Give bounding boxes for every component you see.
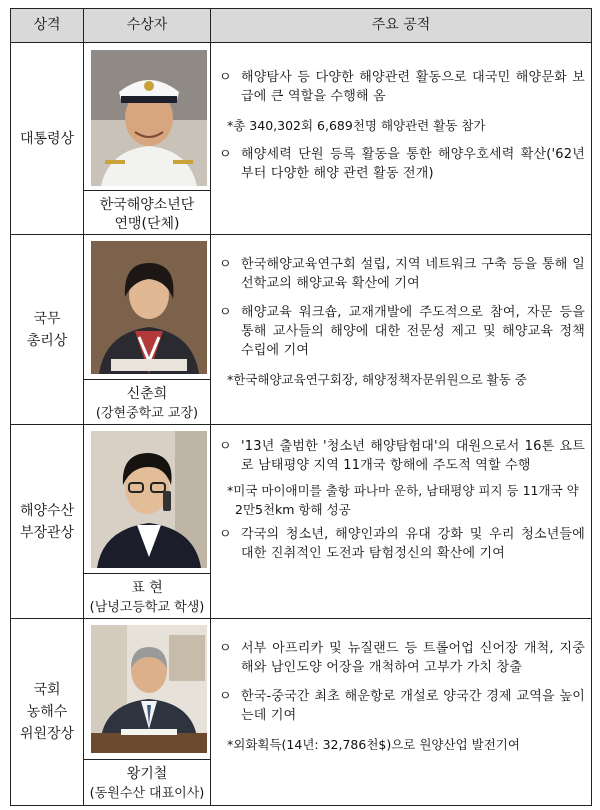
recipient-name [84, 579, 210, 617]
achievement-text: 서부 아프리카 및 뉴질랜드 등 트롤어업 신어장 개척, 지중해와 남인도양 어장을 개척하여 고부가 가치 창출 [241, 641, 585, 675]
award-line: 국회 [33, 682, 61, 698]
awards-table [10, 8, 592, 806]
recipient-affiliation: (동원수산 대표이사) [89, 786, 205, 801]
award-line: 농해수 [26, 704, 68, 720]
achievement-bullet [217, 525, 585, 563]
award-line: 부장관상 [19, 525, 75, 541]
caption-divider [84, 379, 210, 380]
bullet-marker: ㅇ [219, 147, 232, 162]
achievement-bullet [217, 437, 585, 475]
recipient-affiliation: (남녕고등학교 학생) [89, 600, 205, 615]
photo-woman-portrait [91, 241, 207, 374]
achievement-text: 한국-중국간 최초 해운항로 개설로 양국간 경제 교역을 높이는데 기여 [241, 689, 585, 723]
achievement-list [217, 255, 585, 389]
header-award: 상격 [33, 17, 61, 33]
award-cell [11, 235, 83, 425]
bullet-marker: ㅇ [219, 439, 232, 454]
achievement-text: '13년 출범한 '청소년 해양탐험대'의 대원으로서 16톤 요트로 남태평양 지역 11개국 항해에 주도적 역할 수행 [241, 439, 585, 473]
caption-divider [84, 759, 210, 760]
recipient-name-line: 왕기철 [126, 766, 168, 782]
achievement-note: *한국해양교육연구회장, 해양정책자문위원으로 활동 중 [227, 372, 527, 387]
achievement-note: *총 340,302회 6,689천명 해양관련 활동 참가 [227, 118, 486, 133]
header-recipient: 수상자 [126, 17, 168, 33]
award-line: 국무 [33, 311, 61, 327]
achievement-note: *미국 마이애미를 출항 파나마 운하, 남태평양 피지 등 11개국 약 2만5천km 항해 성공 [227, 483, 579, 517]
bullet-marker: ㅇ [219, 70, 232, 85]
recipient-name [84, 196, 210, 234]
achievement-list [217, 68, 585, 183]
achievement-text: 해양세력 단원 등록 활동을 통한 해양우호세력 확산('62년부터 다양한 해양 관련 활동 전개) [241, 147, 585, 181]
photo-student-portrait [91, 431, 207, 568]
caption-divider [84, 190, 210, 191]
achievement-bullet [217, 639, 585, 677]
bullet-marker: ㅇ [219, 305, 232, 320]
bullet-marker: ㅇ [219, 689, 232, 704]
photo-executive-at-desk [91, 625, 207, 753]
achievement-list [217, 437, 585, 563]
bullet-marker: ㅇ [219, 527, 232, 542]
award-line: 위원장상 [19, 726, 75, 742]
achievement-text: 각국의 청소년, 해양인과의 유대 강화 및 우리 청소년들에 대한 진취적인 도전과 탐험정신의 확산에 기여 [241, 527, 585, 561]
table-row [11, 425, 591, 619]
table-header [11, 9, 591, 43]
achievement-bullet [217, 145, 585, 183]
recipient-name-line: 신춘희 [126, 386, 168, 402]
award-line: 총리상 [26, 333, 68, 349]
award-cell [11, 425, 83, 619]
achievement-note: *외화획득(14년: 32,786천$)으로 원양산업 발전기여 [227, 737, 520, 752]
recipient-name [84, 385, 210, 423]
achievement-text: 해양교육 워크숍, 교재개발에 주도적으로 참여, 자문 등을 통해 교사들의 해양에 대한 전문성 제고 및 해양교육 정책 수립에 기여 [241, 305, 585, 358]
bullet-marker: ㅇ [219, 257, 232, 272]
award-line: 해양수산 [19, 503, 75, 519]
recipient-photo [91, 241, 207, 374]
recipient-photo [91, 625, 207, 753]
achievement-list [217, 639, 585, 754]
achievement-text: 해양탐사 등 다양한 해양관련 활동으로 대국민 해양문화 보급에 큰 역할을 수행해 옴 [241, 70, 585, 104]
achievement-bullet [217, 68, 585, 106]
recipient-affiliation: (강현중학교 교장) [95, 406, 199, 421]
photo-officer-uniform [91, 50, 207, 186]
achievement-text: 한국해양교육연구회 설립, 지역 네트워크 구축 등을 통해 일선학교의 해양교육 확산에 기여 [241, 257, 585, 291]
award-line: 대통령상 [19, 130, 75, 147]
achievement-bullet [217, 303, 585, 360]
achievement-bullet [217, 255, 585, 293]
table-row [11, 619, 591, 805]
table-row [11, 235, 591, 425]
recipient-name [84, 765, 210, 803]
award-cell [11, 42, 83, 235]
recipient-name-line: 한국해양소년단 [99, 197, 195, 213]
bullet-marker: ㅇ [219, 641, 232, 656]
table-row [11, 42, 591, 235]
recipient-photo [91, 431, 207, 568]
award-cell [11, 619, 83, 805]
achievement-bullet [217, 687, 585, 725]
caption-divider [84, 573, 210, 574]
recipient-name-line: 연맹(단체) [114, 216, 180, 232]
recipient-photo [91, 50, 207, 186]
header-achievements: 주요 공적 [371, 17, 431, 33]
recipient-name-line: 표 현 [131, 580, 163, 596]
